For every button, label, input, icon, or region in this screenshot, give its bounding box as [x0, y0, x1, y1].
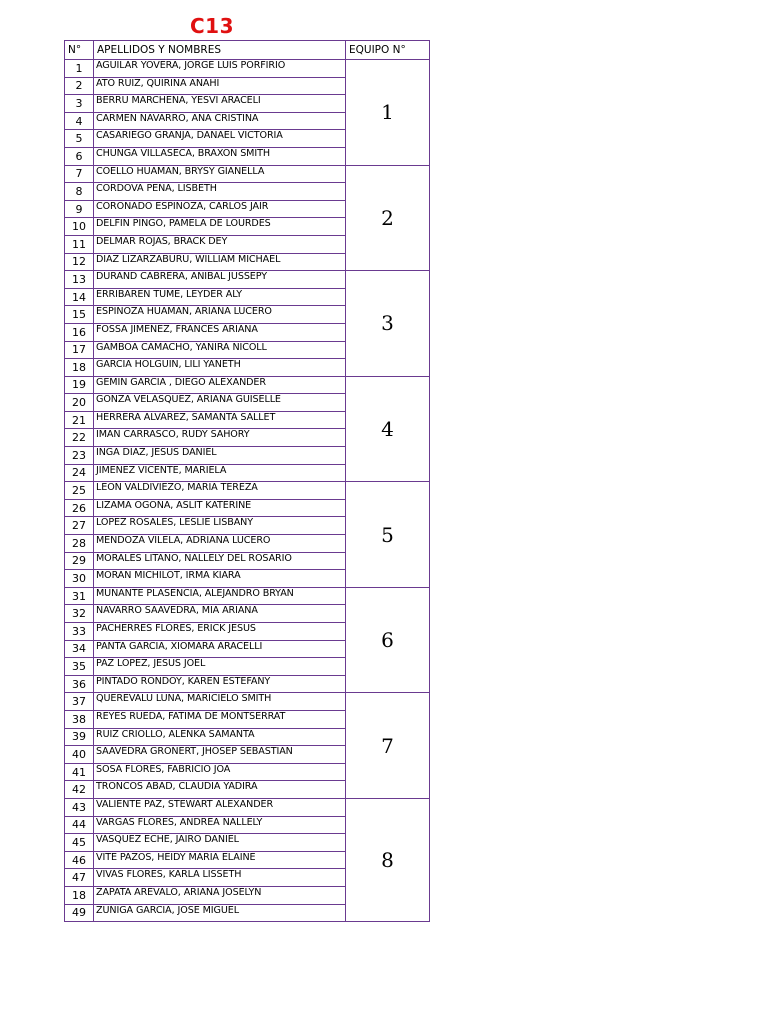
row-number: 27	[65, 517, 94, 535]
header-row	[65, 41, 430, 60]
student-name: ZUÑIGA GARCIA, JOSE MIGUEL	[94, 904, 346, 922]
student-name: PACHERRES FLORES, ERICK JESUS	[94, 623, 346, 641]
student-name: PANTA GARCIA, XIOMARA ARACELLI	[94, 640, 346, 658]
student-name: ATO RUIZ, QUIRINA ANAHI	[94, 77, 346, 95]
student-name: DIAZ LIZARZABURU, WILLIAM MICHAEL	[94, 253, 346, 271]
row-number: 33	[65, 623, 94, 641]
team-number: 7	[346, 693, 430, 799]
header-number: N°	[65, 41, 94, 60]
student-name: VALIENTE PAZ, STEWART ALEXANDER	[94, 798, 346, 816]
student-name: ERRIBAREN TUME, LEYDER ALY	[94, 288, 346, 306]
row-number: 49	[65, 904, 94, 922]
team-number: 8	[346, 798, 430, 921]
row-number: 26	[65, 499, 94, 517]
row-number: 25	[65, 482, 94, 500]
row-number: 23	[65, 447, 94, 465]
student-name: GAMBOA CAMACHO, YANIRA NICOLL	[94, 341, 346, 359]
student-name: CARMEN NAVARRO, ANA CRISTINA	[94, 112, 346, 130]
row-number: 36	[65, 675, 94, 693]
row-number: 40	[65, 746, 94, 764]
student-name: PAZ LOPEZ, JESUS JOEL	[94, 658, 346, 676]
sheet-title: C13	[190, 14, 235, 38]
row-number: 18	[65, 886, 94, 904]
row-number: 18	[65, 359, 94, 377]
student-name: CORONADO ESPINOZA, CARLOS JAIR	[94, 200, 346, 218]
student-name: GEMIN GARCIA , DIEGO ALEXANDER	[94, 376, 346, 394]
student-name: NAVARRO SAAVEDRA, MIA ARIANA	[94, 605, 346, 623]
row-number: 1	[65, 60, 94, 78]
row-number: 44	[65, 816, 94, 834]
row-number: 28	[65, 535, 94, 553]
student-name: TRONCOS ABAD, CLAUDIA YADIRA	[94, 781, 346, 799]
row-number: 12	[65, 253, 94, 271]
row-number: 6	[65, 147, 94, 165]
student-name: DELMAR ROJAS, BRACK DEY	[94, 235, 346, 253]
row-number: 20	[65, 394, 94, 412]
student-name: MORAN MICHILOT, IRMA KIARA	[94, 570, 346, 588]
student-name: CHUNGA VILLASECA, BRAXON SMITH	[94, 147, 346, 165]
table-row	[65, 60, 430, 78]
student-name: ZAPATA AREVALO, ARIANA JOSELYN	[94, 886, 346, 904]
roster-table	[64, 40, 430, 922]
student-name: CORDOVA PEÑA, LISBETH	[94, 183, 346, 201]
student-name: DURAND CABRERA, ANIBAL JUSSEPY	[94, 271, 346, 289]
team-number: 6	[346, 587, 430, 693]
row-number: 22	[65, 429, 94, 447]
student-name: VASQUEZ ECHE, JAIRO DANIEL	[94, 834, 346, 852]
row-number: 8	[65, 183, 94, 201]
student-name: VITE PAZOS, HEIDY MARIA ELAINE	[94, 851, 346, 869]
row-number: 24	[65, 464, 94, 482]
team-number: 2	[346, 165, 430, 271]
student-name: SAAVEDRA GRONERT, JHOSEP SEBASTIAN	[94, 746, 346, 764]
row-number: 42	[65, 781, 94, 799]
student-name: PINTADO RONDOY, KAREN ESTEFANY	[94, 675, 346, 693]
student-name: MUNANTE PLASENCIA, ALEJANDRO BRYAN	[94, 587, 346, 605]
student-name: QUEREVALU LUNA, MARICIELO SMITH	[94, 693, 346, 711]
row-number: 4	[65, 112, 94, 130]
row-number: 43	[65, 798, 94, 816]
table-row	[65, 271, 430, 289]
student-name: MORALES LITANO, NALLELY DEL ROSARIO	[94, 552, 346, 570]
student-name: ESPINOZA HUAMAN, ARIANA LUCERO	[94, 306, 346, 324]
row-number: 21	[65, 411, 94, 429]
student-name: FOSSA JIMENEZ, FRANCES ARIANA	[94, 323, 346, 341]
row-number: 7	[65, 165, 94, 183]
row-number: 9	[65, 200, 94, 218]
table-row	[65, 482, 430, 500]
row-number: 29	[65, 552, 94, 570]
row-number: 5	[65, 130, 94, 148]
row-number: 10	[65, 218, 94, 236]
row-number: 19	[65, 376, 94, 394]
student-name: AGUILAR YOVERA, JORGE LUIS PORFIRIO	[94, 60, 346, 78]
table-row	[65, 165, 430, 183]
table-row	[65, 587, 430, 605]
student-name: SOSA FLORES, FABRICIO JOA	[94, 763, 346, 781]
row-number: 30	[65, 570, 94, 588]
student-name: RUIZ CRIOLLO, ALENKA SAMANTA	[94, 728, 346, 746]
row-number: 39	[65, 728, 94, 746]
student-name: JIMENEZ VICENTE, MARIELA	[94, 464, 346, 482]
row-number: 47	[65, 869, 94, 887]
student-name: BERRU MARCHENA, YESVI ARACELI	[94, 95, 346, 113]
team-number: 3	[346, 271, 430, 377]
student-name: GONZA VELASQUEZ, ARIANA GUISELLE	[94, 394, 346, 412]
student-name: HERRERA ALVAREZ, SAMANTA SALLET	[94, 411, 346, 429]
header-names: APELLIDOS Y NOMBRES	[94, 41, 346, 60]
student-name: LIZAMA OGOÑA, ASLIT KATERINE	[94, 499, 346, 517]
table-row	[65, 693, 430, 711]
roster-body	[65, 60, 430, 922]
student-name: VIVAS FLORES, KARLA LISSETH	[94, 869, 346, 887]
table-row	[65, 798, 430, 816]
student-name: LOPEZ ROSALES, LESLIE LISBANY	[94, 517, 346, 535]
team-number: 1	[346, 60, 430, 166]
row-number: 45	[65, 834, 94, 852]
row-number: 41	[65, 763, 94, 781]
row-number: 16	[65, 323, 94, 341]
student-name: REYES RUEDA, FATIMA DE MONTSERRAT	[94, 710, 346, 728]
student-name: IMAN CARRASCO, RUDY SAHORY	[94, 429, 346, 447]
student-name: CASARIEGO GRANJA, DANAEL VICTORIA	[94, 130, 346, 148]
student-name: INGA DIAZ, JESUS DANIEL	[94, 447, 346, 465]
row-number: 15	[65, 306, 94, 324]
row-number: 14	[65, 288, 94, 306]
row-number: 37	[65, 693, 94, 711]
row-number: 34	[65, 640, 94, 658]
student-name: COELLO HUAMAN, BRYSY GIANELLA	[94, 165, 346, 183]
header-team: EQUIPO N°	[346, 41, 430, 60]
student-name: LEON VALDIVIEZO, MARIA TEREZA	[94, 482, 346, 500]
team-number: 4	[346, 376, 430, 482]
table-row	[65, 376, 430, 394]
student-name: GARCIA HOLGUIN, LILI YANETH	[94, 359, 346, 377]
row-number: 38	[65, 710, 94, 728]
row-number: 31	[65, 587, 94, 605]
row-number: 3	[65, 95, 94, 113]
student-name: VARGAS FLORES, ANDREA NALLELY	[94, 816, 346, 834]
row-number: 2	[65, 77, 94, 95]
row-number: 17	[65, 341, 94, 359]
student-name: DELFIN PINGO, PAMELA DE LOURDES	[94, 218, 346, 236]
row-number: 35	[65, 658, 94, 676]
team-number: 5	[346, 482, 430, 588]
row-number: 46	[65, 851, 94, 869]
row-number: 11	[65, 235, 94, 253]
student-name: MENDOZA VILELA, ADRIANA LUCERO	[94, 535, 346, 553]
row-number: 32	[65, 605, 94, 623]
row-number: 13	[65, 271, 94, 289]
